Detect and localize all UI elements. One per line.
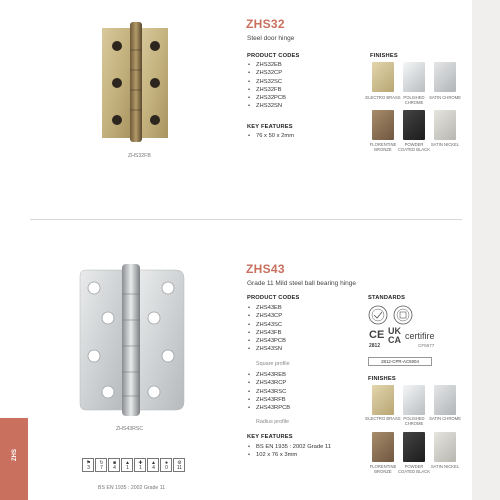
door-mass-icon: ■ [112,460,117,466]
finish-label: FLORENTINE BRONZE [369,142,397,152]
classification-box: ✚ 1 [134,458,146,472]
finish-label: POWDER COATED BLACK [397,142,431,152]
product-code: • ZHS32PCB [248,94,286,102]
finish-swatch-satin-chrome [434,385,456,415]
product2-radius-codes-list [248,371,290,412]
product-code: • ZHS43EB [248,304,286,312]
product-code: • ZHS43REB [248,371,290,379]
finish-swatch-satin-chrome [434,62,456,92]
classification-box: ⚑ 3 [82,458,94,472]
classification-box: ⚙ 11 [173,458,185,472]
product-code: • ZHS43FB [248,329,286,337]
product2-subtitle: Grade 11 Mild steel ball bearing hinge [247,280,357,287]
product1-features-heading: KEY FEATURES [247,124,293,130]
standards-code: 2812-CPR-AC5004 [368,357,432,366]
finish-label: SATIN NICKEL [430,142,460,147]
fire-resistance-icon: ▲ [125,460,130,466]
finish-swatch-polished-chrome [403,385,425,415]
finish-label: POLISHED CHROME [403,416,425,426]
classification-box: ↻ 7 [95,458,107,472]
grade-icon: ⚙ [177,460,182,466]
finish-swatch-electro-brass [372,62,394,92]
product2-square-codes-list [248,304,286,354]
finish-swatch-powder-coated-black [403,432,425,462]
finish-label: SATIN NICKEL [430,464,460,469]
product1-codes-heading: PRODUCT CODES [247,53,300,59]
square-profile-note: Square profile [256,361,290,367]
product1-features-list [248,132,294,140]
finish-label: FLORENTINE BRONZE [369,464,397,474]
section-tab-label: ZHS [12,449,18,461]
product-code: • ZHS43SC [248,321,286,329]
finish-swatch-satin-nickel [434,432,456,462]
product-code: • ZHS32FB [248,86,286,94]
product-code: • ZHS32SC [248,78,286,86]
standards-heading: STANDARDS [368,295,406,301]
radius-profile-note: Radius profile [256,419,289,425]
side-strip [472,0,500,500]
finish-label: SATIN CHROME [429,95,461,100]
ukca-mark-top: UK [388,326,401,336]
security-icon: ● [164,460,169,466]
product-code: • ZHS32CP [248,69,286,77]
finish-label: POWDER COATED BLACK [397,464,431,474]
classification-box: ▲ 1 [121,458,133,472]
product1-codes-list [248,61,286,111]
product2-finishes-heading: FINISHES [368,376,396,382]
finish-label: ELECTRO BRASS [365,416,401,421]
hinge-zhs43-image [78,260,186,420]
product2-codes-heading: PRODUCT CODES [247,295,300,301]
product2-title: ZHS43 [246,262,285,276]
standards-seal-2-icon [393,305,413,325]
finish-swatch-florentine-bronze [372,110,394,140]
ce-mark: CE [369,329,385,341]
product-code: • ZHS43SN [248,345,286,353]
product1-title: ZHS32 [246,17,285,31]
product-code: • ZHS43PCB [248,337,286,345]
product-code: • ZHS43RPCB [248,404,290,412]
feature-item: • 76 x 50 x 2mm [248,132,294,140]
certifire-number: CF5677 [418,343,435,348]
classification-box: ▲ 4 [147,458,159,472]
finish-swatch-electro-brass [372,385,394,415]
product-code: • ZHS32EB [248,61,286,69]
corrosion-icon: ▲ [151,460,156,466]
feature-item: • 102 x 76 x 3mm [248,451,331,459]
classification-caption: BS EN 1935 : 2002 Grade 11 [98,485,166,491]
finish-swatch-florentine-bronze [372,432,394,462]
safety-icon: ✚ [138,460,143,466]
standards-seal-1-icon [368,305,388,325]
finish-label: POLISHED CHROME [403,95,425,105]
finish-label: ELECTRO BRASS [365,95,401,100]
product2-features-heading: KEY FEATURES [247,434,293,440]
classification-box: ■ 4 [108,458,120,472]
product-code: • ZHS43RFB [248,396,290,404]
product-code: • ZHS43RSC [248,388,290,396]
ce-mark-number: 2812 [369,343,381,349]
feature-item: • BS EN 1935 : 2002 Grade 11 [248,443,331,451]
section-divider [30,219,462,220]
product2-image-caption: ZHS43RSC [116,426,144,432]
product-code: • ZHS43CP [248,312,286,320]
ukca-mark-bottom: CA [388,335,401,345]
durability-icon: ↻ [99,460,104,466]
product1-image-caption: ZHS32FB [128,153,151,159]
use-category-icon: ⚑ [86,460,91,466]
product2-features-list [248,443,331,460]
hinge-zhs32-image [100,20,170,144]
finish-label: SATIN CHROME [429,416,461,421]
certifire-logo: certifire [405,331,435,341]
finish-swatch-satin-nickel [434,110,456,140]
finish-swatch-polished-chrome [403,62,425,92]
product-code: • ZHS43RCP [248,379,290,387]
classification-box: ● 0 [160,458,172,472]
finish-swatch-powder-coated-black [403,110,425,140]
product1-finishes-heading: FINISHES [370,53,398,59]
product1-subtitle: Steel door hinge [247,35,295,42]
product-code: • ZHS32SN [248,102,286,110]
